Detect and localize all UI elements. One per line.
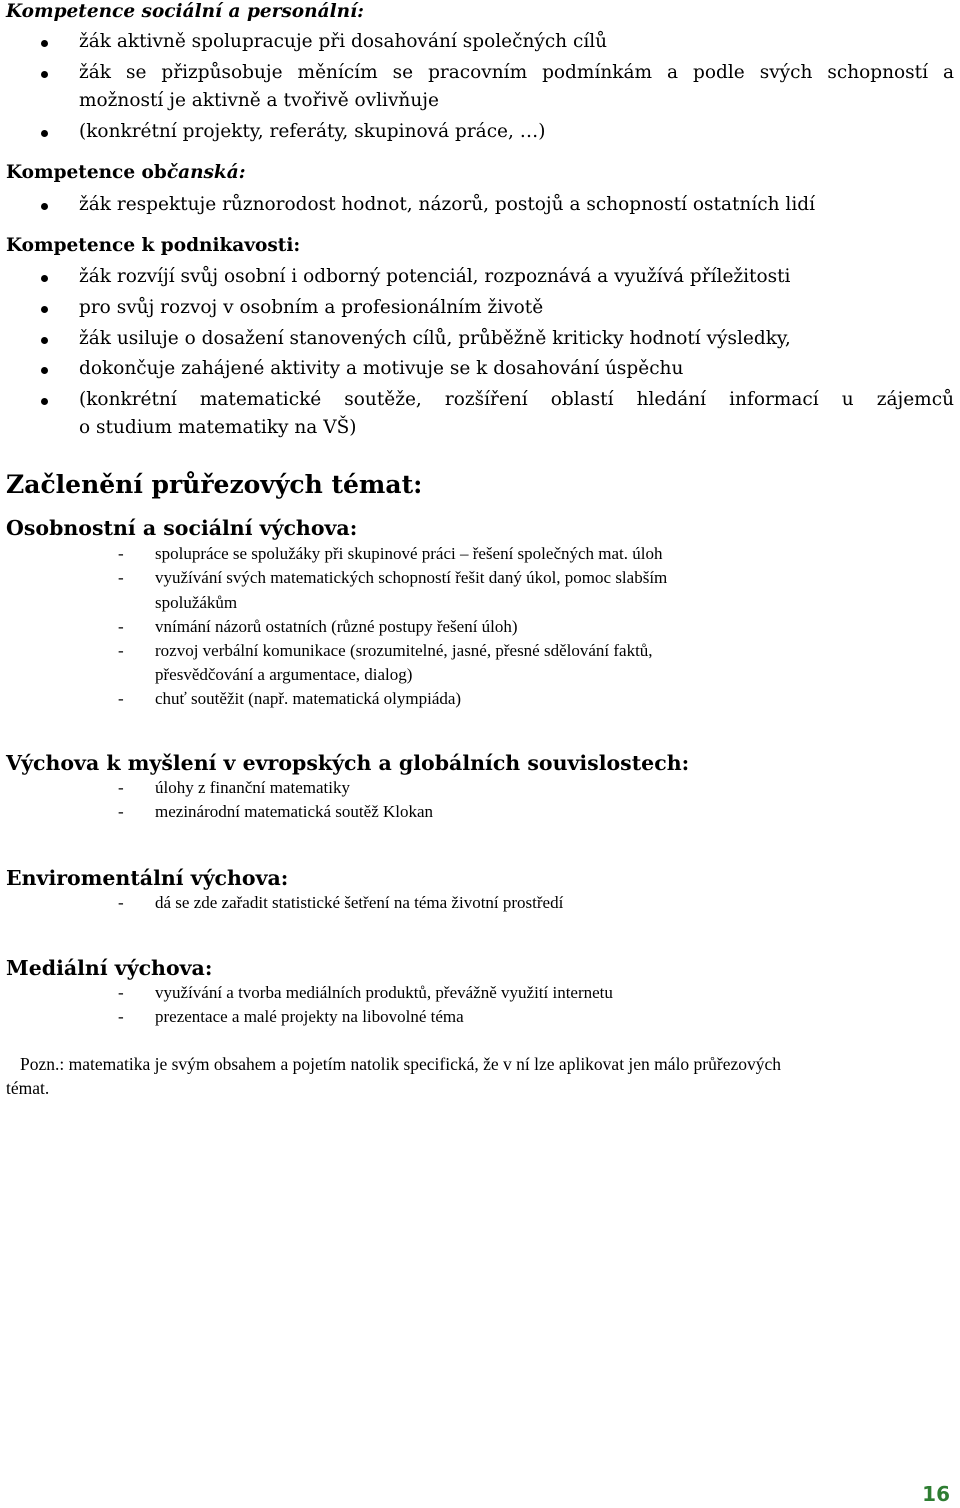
- heading-media: Mediální výchova:: [6, 956, 213, 980]
- bullet-icon: [41, 398, 48, 405]
- bullet-icon: [41, 367, 48, 374]
- bullet-icon: [41, 203, 48, 210]
- bullet-icon: [41, 130, 48, 137]
- document-page: Kompetence sociální a personální: žák aktivně spolupracuje při dosahování společných cílů žák se přizpůsobuje měnícím se pracovním podmínkám a podle svých schopností a možností je aktivně a tvořivě ovlivňuje (konkrétní projekty, referáty, skupinová práce, …) Kompetence občanská: žák respektuje různorodost hodnot, názorů, postojů a schopností ostatních lidí Kompetence k podnikavosti: žák rozvíjí svůj osobní i odborný potenciál, rozpoznává a využívá příležitosti pro svůj rozvoj v osobním a profesionálním životě žák usiluje o dosažení stanovených cílů, průběžně kriticky hodnotí výsledky, dokončuje zahájené aktivity a motivuje se k dosahování úspěchu (konkrétní matematické soutěže, rozšíření oblastí hledání informací u zájemců o studium matematiky na VŠ) Začlenění průřezových témat: Osobnostní a sociální výchova: - spolupráce se spolužáky při skupinové práci – řešení společných mat. úloh - využívání svých matematických schopností řešit daný úkol, pomoc slabším spolužákům - vnímání názorů ostatních (různé postupy řešení úloh) - rozvoj verbální komunikace (srozumitelné, jasné, přesné sdělování faktů, přesvědčování a argumentace, dialog) - chuť soutěžit (např. matematická olympiáda) Výchova k myšlení v evropských a globálních souvislostech: - úlohy z finanční matematiky - mezinárodní matematická soutěž Klokan Enviromentální výchova: - dá se zde zařadit statistické šetření na téma životní prostředí Mediální výchova: - využívání a tvorba mediálních produktů, převážně využití internetu - prezentace a malé projekty na libovolné téma Pozn.: matematika je svým obsahem a pojetím natolik specifická, že v ní lze aplikovat jen málo průřezových témat. 16: [6, 1, 954, 1506]
- heading-environmental: Enviromentální výchova:: [6, 866, 289, 890]
- heading-european-global: Výchova k myšlení v evropských a globálních souvislostech:: [6, 751, 690, 775]
- heading-civic-competence: Kompetence občanská:: [6, 162, 246, 183]
- heading-social-competence: Kompetence sociální a personální:: [6, 1, 364, 22]
- page-number: 16: [922, 1482, 950, 1506]
- bullet-icon: [41, 306, 48, 313]
- section-title-cross-topics: Začlenění průřezových témat:: [6, 470, 423, 499]
- bullet-icon: [41, 337, 48, 344]
- bullet-icon: [41, 275, 48, 282]
- bullet-icon: [41, 40, 48, 47]
- heading-entrepreneurial-competence: Kompetence k podnikavosti:: [6, 235, 301, 256]
- bullet-icon: [41, 71, 48, 78]
- heading-personal-social: Osobnostní a sociální výchova:: [6, 516, 358, 540]
- note-line-2: témat.: [6, 1078, 50, 1098]
- note-line-1: Pozn.: matematika je svým obsahem a pojetím natolik specifická, že v ní lze aplikovat jen málo průřezových: [20, 1054, 782, 1074]
